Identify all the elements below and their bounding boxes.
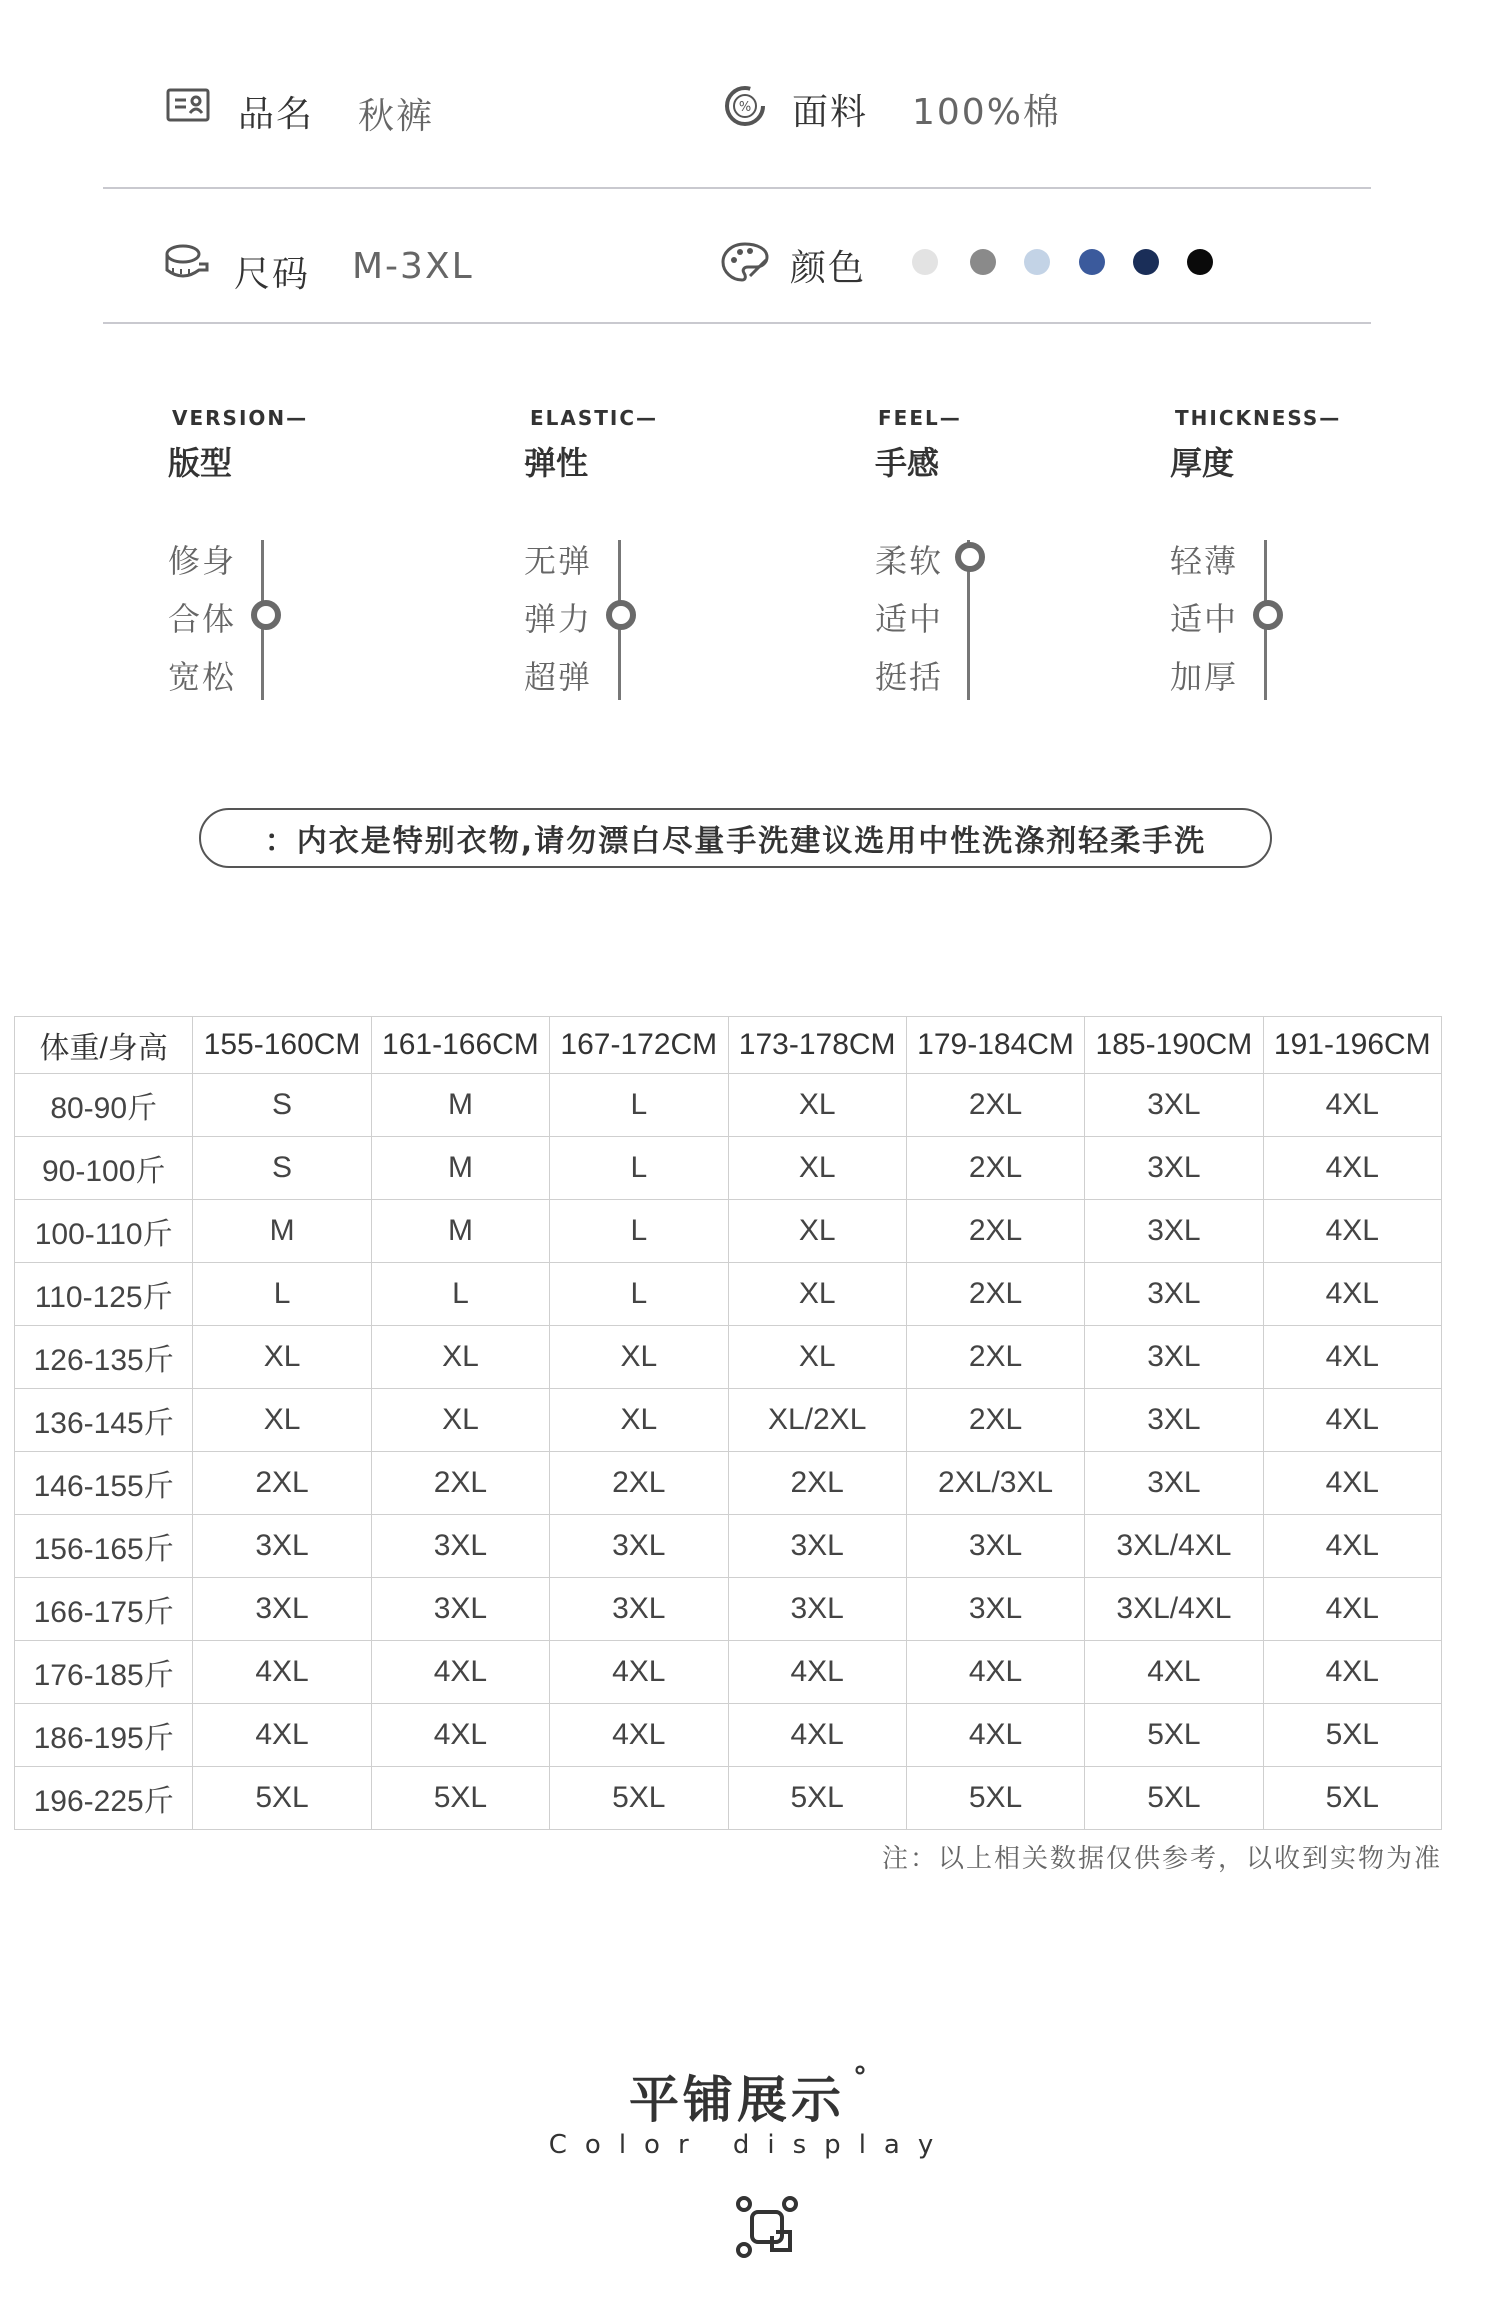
- size-cell: 4XL: [1263, 1263, 1441, 1326]
- divider-top: [103, 187, 1371, 189]
- table-row: [15, 1452, 1442, 1515]
- table-row: [15, 1263, 1442, 1326]
- section-title-text: 平铺展示: [629, 2071, 845, 2129]
- weight-cell: 186-195斤: [15, 1704, 193, 1767]
- table-row: [15, 1200, 1442, 1263]
- table-row: [15, 1767, 1442, 1830]
- attr-feel-option: 适中: [875, 600, 944, 638]
- attr-thickness-option: 适中: [1170, 600, 1239, 638]
- weight-cell: 196-225斤: [15, 1767, 193, 1830]
- size-cell: 3XL: [1085, 1137, 1263, 1200]
- weight-cell: 80-90斤: [15, 1074, 193, 1137]
- weight-cell: 90-100斤: [15, 1137, 193, 1200]
- size-cell: 2XL: [906, 1389, 1084, 1452]
- size-cell: L: [550, 1263, 728, 1326]
- size-cell: M: [371, 1137, 549, 1200]
- size-cell: 4XL: [1263, 1515, 1441, 1578]
- size-cell: 3XL: [906, 1578, 1084, 1641]
- weight-cell: 156-165斤: [15, 1515, 193, 1578]
- attr-feel-option: 挺括: [875, 658, 944, 696]
- care-note: ：内衣是特别衣物,请勿漂白尽量手洗建议选用中性洗涤剂轻柔手洗: [199, 808, 1272, 868]
- color-swatch-gray[interactable]: [970, 249, 996, 275]
- size-cell: L: [550, 1074, 728, 1137]
- size-cell: 5XL: [1085, 1767, 1263, 1830]
- size-cell: L: [550, 1137, 728, 1200]
- size-cell: 4XL: [1263, 1452, 1441, 1515]
- table-row: [15, 1326, 1442, 1389]
- size-cell: M: [193, 1200, 371, 1263]
- size-table: [14, 1016, 1442, 1830]
- size-cell: 4XL: [1263, 1137, 1441, 1200]
- size-cell: M: [371, 1074, 549, 1137]
- size-value: M-3XL: [352, 246, 474, 287]
- attr-elastic-cn: 弹性: [524, 444, 589, 482]
- palette-icon: [720, 240, 770, 284]
- size-cell: 3XL: [1085, 1452, 1263, 1515]
- size-cell: XL: [728, 1326, 906, 1389]
- size-cell: 2XL: [371, 1452, 549, 1515]
- size-cell: 4XL: [550, 1641, 728, 1704]
- size-cell: 5XL: [550, 1767, 728, 1830]
- size-table-height-header: 173-178CM: [728, 1017, 906, 1074]
- percent-icon: [723, 84, 767, 128]
- size-cell: 5XL: [906, 1767, 1084, 1830]
- size-table-header-row: [15, 1017, 1442, 1074]
- fabric-value: 100%棉: [912, 92, 1061, 133]
- attr-thickness-en: THICKNESS—: [1175, 406, 1342, 430]
- size-cell: 2XL/3XL: [906, 1452, 1084, 1515]
- size-cell: 2XL: [906, 1074, 1084, 1137]
- size-cell: XL: [728, 1137, 906, 1200]
- table-row: [15, 1641, 1442, 1704]
- weight-cell: 136-145斤: [15, 1389, 193, 1452]
- svg-text:%: %: [738, 100, 752, 115]
- size-cell: 2XL: [906, 1263, 1084, 1326]
- size-cell: L: [193, 1263, 371, 1326]
- size-cell: 3XL: [193, 1578, 371, 1641]
- size-cell: 4XL: [728, 1704, 906, 1767]
- attr-thickness-cn: 厚度: [1170, 444, 1235, 482]
- table-row: [15, 1137, 1442, 1200]
- size-cell: XL: [371, 1326, 549, 1389]
- size-cell: 3XL: [371, 1515, 549, 1578]
- weight-cell: 166-175斤: [15, 1578, 193, 1641]
- size-cell: 4XL: [1263, 1074, 1441, 1137]
- size-cell: 3XL: [906, 1515, 1084, 1578]
- size-cell: XL: [550, 1326, 728, 1389]
- size-cell: 3XL/4XL: [1085, 1578, 1263, 1641]
- size-cell: 3XL: [371, 1578, 549, 1641]
- table-row: [15, 1074, 1442, 1137]
- size-cell: XL: [728, 1200, 906, 1263]
- name-label: 品名: [238, 94, 315, 135]
- color-swatch-black[interactable]: [1187, 249, 1213, 275]
- fabric-label: 面料: [792, 92, 869, 133]
- attr-feel-en: FEEL—: [878, 406, 962, 430]
- table-row: [15, 1704, 1442, 1767]
- size-table-height-header: 167-172CM: [550, 1017, 728, 1074]
- size-cell: 2XL: [728, 1452, 906, 1515]
- size-cell: S: [193, 1074, 371, 1137]
- table-row: [15, 1389, 1442, 1452]
- size-cell: 2XL: [550, 1452, 728, 1515]
- size-cell: M: [371, 1200, 549, 1263]
- table-row: [15, 1515, 1442, 1578]
- size-cell: 5XL: [728, 1767, 906, 1830]
- size-table-height-header: 191-196CM: [1263, 1017, 1441, 1074]
- size-cell: 2XL: [906, 1137, 1084, 1200]
- size-cell: 4XL: [728, 1641, 906, 1704]
- section-title: [0, 2060, 1500, 2132]
- name-value: 秋裤: [358, 96, 435, 137]
- id-card-icon: [166, 88, 210, 122]
- attr-feel-option: 柔软: [875, 542, 944, 580]
- size-cell: 4XL: [371, 1641, 549, 1704]
- size-label: 尺码: [234, 254, 311, 295]
- color-swatch-light-gray[interactable]: [912, 249, 938, 275]
- size-table-height-header: 179-184CM: [906, 1017, 1084, 1074]
- weight-cell: 110-125斤: [15, 1263, 193, 1326]
- attr-thickness-marker: [1253, 600, 1283, 630]
- size-cell: 2XL: [906, 1326, 1084, 1389]
- attr-version-option: 合体: [168, 600, 237, 638]
- size-cell: 3XL: [1085, 1326, 1263, 1389]
- size-cell: 5XL: [1263, 1767, 1441, 1830]
- attr-elastic-en: ELASTIC—: [530, 406, 659, 430]
- size-cell: 3XL: [193, 1515, 371, 1578]
- size-cell: XL: [550, 1389, 728, 1452]
- attr-version-option: 修身: [168, 542, 237, 580]
- size-cell: 3XL: [1085, 1200, 1263, 1263]
- size-table-height-header: 161-166CM: [371, 1017, 549, 1074]
- size-cell: 2XL: [193, 1452, 371, 1515]
- size-cell: 4XL: [1263, 1326, 1441, 1389]
- size-cell: 3XL/4XL: [1085, 1515, 1263, 1578]
- size-cell: L: [550, 1200, 728, 1263]
- size-cell: 4XL: [193, 1704, 371, 1767]
- size-cell: 5XL: [1263, 1704, 1441, 1767]
- size-cell: 3XL: [1085, 1389, 1263, 1452]
- color-swatch-blue[interactable]: [1079, 249, 1105, 275]
- size-cell: 4XL: [1085, 1641, 1263, 1704]
- size-cell: 4XL: [193, 1641, 371, 1704]
- table-row: [15, 1578, 1442, 1641]
- weight-cell: 146-155斤: [15, 1452, 193, 1515]
- size-cell: 3XL: [1085, 1263, 1263, 1326]
- size-cell: XL: [728, 1074, 906, 1137]
- size-cell: 4XL: [1263, 1389, 1441, 1452]
- size-cell: L: [371, 1263, 549, 1326]
- attr-elastic-option: 无弹: [524, 542, 593, 580]
- size-cell: XL: [193, 1326, 371, 1389]
- size-cell: 3XL: [1085, 1074, 1263, 1137]
- size-table-corner-header: 体重/身高: [15, 1017, 193, 1074]
- size-cell: 3XL: [550, 1515, 728, 1578]
- size-cell: S: [193, 1137, 371, 1200]
- weight-cell: 126-135斤: [15, 1326, 193, 1389]
- size-cell: 4XL: [906, 1704, 1084, 1767]
- attr-thickness-option: 轻薄: [1170, 542, 1239, 580]
- attr-feel-marker: [955, 542, 985, 572]
- size-table-height-header: 185-190CM: [1085, 1017, 1263, 1074]
- size-cell: 5XL: [1085, 1704, 1263, 1767]
- attr-elastic-option: 弹力: [524, 600, 593, 638]
- tape-measure-icon: [163, 242, 211, 282]
- size-cell: 4XL: [906, 1641, 1084, 1704]
- shapes-icon: [732, 2192, 802, 2262]
- size-cell: 4XL: [371, 1704, 549, 1767]
- size-cell: XL/2XL: [728, 1389, 906, 1452]
- size-cell: XL: [371, 1389, 549, 1452]
- attr-feel-cn: 手感: [875, 444, 940, 482]
- size-cell: 2XL: [906, 1200, 1084, 1263]
- size-cell: 5XL: [193, 1767, 371, 1830]
- weight-cell: 100-110斤: [15, 1200, 193, 1263]
- color-label: 颜色: [790, 248, 867, 289]
- size-table-height-header: 155-160CM: [193, 1017, 371, 1074]
- section-title-dot: °: [853, 2060, 871, 2093]
- attr-elastic-option: 超弹: [524, 658, 593, 696]
- size-cell: 3XL: [728, 1578, 906, 1641]
- color-swatch-light-blue[interactable]: [1024, 249, 1050, 275]
- size-cell: 3XL: [550, 1578, 728, 1641]
- attr-elastic-marker: [606, 600, 636, 630]
- size-cell: 4XL: [1263, 1578, 1441, 1641]
- attr-version-en: VERSION—: [172, 406, 309, 430]
- color-swatch-navy[interactable]: [1133, 249, 1159, 275]
- attr-version-cn: 版型: [168, 444, 233, 482]
- size-cell: XL: [193, 1389, 371, 1452]
- size-cell: 4XL: [550, 1704, 728, 1767]
- size-cell: 4XL: [1263, 1200, 1441, 1263]
- section-subtitle: Color display: [548, 2130, 952, 2160]
- size-cell: 5XL: [371, 1767, 549, 1830]
- size-cell: XL: [728, 1263, 906, 1326]
- attr-version-option: 宽松: [168, 658, 237, 696]
- attr-thickness-option: 加厚: [1170, 658, 1239, 696]
- table-note: 注：以上相关数据仅供参考，以收到实物为准: [881, 1844, 1442, 1874]
- weight-cell: 176-185斤: [15, 1641, 193, 1704]
- size-cell: 4XL: [1263, 1641, 1441, 1704]
- attr-version-marker: [251, 600, 281, 630]
- size-cell: 3XL: [728, 1515, 906, 1578]
- divider-bottom: [103, 322, 1371, 324]
